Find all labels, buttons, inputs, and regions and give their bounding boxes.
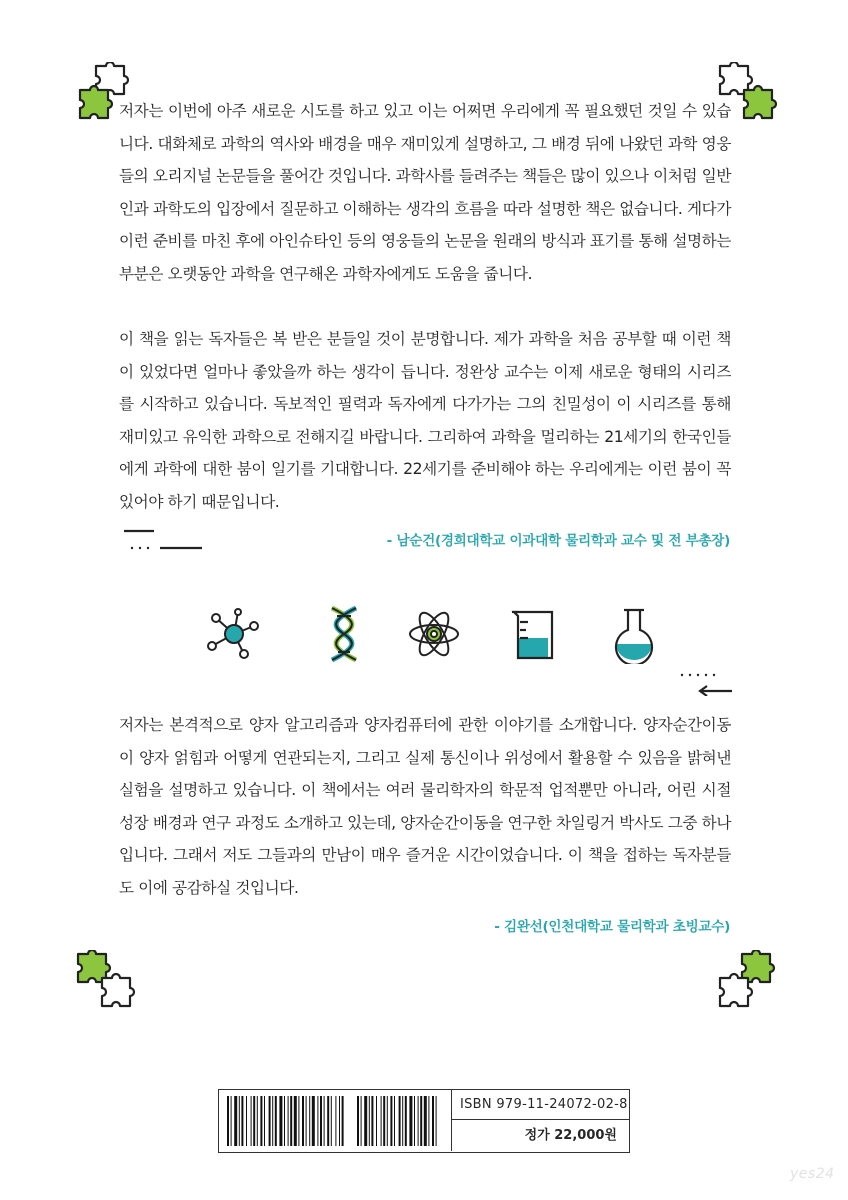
barcode-bar: [383, 1096, 385, 1146]
barcode-bar: [424, 1096, 427, 1146]
atom-icon: [406, 604, 462, 664]
barcode-bar: [290, 1096, 292, 1146]
barcode-bar: [361, 1096, 362, 1146]
barcode-bar: [390, 1096, 392, 1146]
barcode-bar: [418, 1096, 419, 1146]
barcode-bar: [309, 1096, 310, 1146]
barcode-bar: [257, 1096, 258, 1146]
flask-icon: [606, 604, 662, 664]
barcode-bar: [381, 1096, 382, 1146]
barcode-bar: [320, 1096, 322, 1146]
barcode-bar: [405, 1096, 407, 1146]
barcode-bar: [253, 1096, 255, 1146]
barcode-bar: [275, 1096, 277, 1146]
barcode-bar: [428, 1096, 429, 1146]
review-paragraph-1: 저자는 이번에 아주 새로운 시도를 하고 있고 이는 어쩌면 우리에게 꼭 필요했던 것일 수 있습니다. 대화체로 과학의 역사와 배경을 매우 재미있게 설명하고, 그 배경 뒤에 나왔던 과학 영웅들의 오리지널 논문들을 풀어간 것입니다. 과학사를 들려주는 책들은 많이 있으나 이처럼 일반인과 과학도의 입장에서 질문하고 이해하는 생각의 흐름을 따라 설명한 책은 없습니다. 게다가 이런 준비를 마친 후에 아인슈타인 등의 영웅들의 논문을 원래의 방식과 표기를 통해 설명하는 부분은 오랫동안 과학을 연구해온 과학자에게도 도움을 줍니다.: [119, 102, 731, 283]
barcode-bar: [302, 1096, 304, 1146]
barcode-bar: [227, 1096, 229, 1146]
barcode-bar: [246, 1096, 247, 1146]
barcode-bar: [234, 1096, 237, 1146]
barcode-bar: [420, 1096, 422, 1146]
barcode-bar: [394, 1096, 395, 1146]
barcode-bar: [357, 1096, 359, 1146]
price: 정가 22,000원: [451, 1120, 629, 1151]
barcode-bar: [436, 1096, 437, 1146]
barcode-bar: [241, 1096, 243, 1146]
barcode-bar: [402, 1096, 403, 1146]
barcode-bar: [364, 1096, 367, 1146]
attribution-2: - 김완선(인천대학교 물리학과 초빙교수): [494, 919, 730, 935]
decorative-arrow: [680, 672, 734, 696]
molecule-icon: [204, 604, 260, 664]
barcode-bar: [327, 1096, 329, 1146]
puzzle-icon: [716, 950, 780, 1014]
barcode-bar: [231, 1096, 232, 1146]
isbn-number: ISBN 979-11-24072-02-8: [451, 1090, 629, 1120]
decorative-lines: [122, 528, 204, 552]
barcode-bar: [335, 1096, 336, 1146]
barcode-bar: [324, 1096, 325, 1146]
barcode-bar: [432, 1096, 434, 1146]
barcode-bar: [284, 1096, 285, 1146]
barcode-bar: [306, 1096, 307, 1146]
barcode-bar: [288, 1096, 289, 1146]
review-paragraph-3: 저자는 본격적으로 양자 알고리즘과 양자컴퓨터에 관한 이야기를 소개합니다. 양자순간이동이 양자 얽힘과 어떻게 연관되는지, 그리고 실제 통신이나 위성에서 활용할 수 있음을 밝혀낸 실험을 설명하고 있습니다. 이 책에서는 여러 물리학자의 학문적 업적뿐만 아니라, 어린 시절 성장 배경과 연구 과정도 소개하고 있는데, 양자순간이동을 연구한 차일링거 박사도 그중 하나입니다. 그래서 저도 그들과의 만남이 매우 즐거운 시간이었습니다. 이 책을 접하는 독자분들도 이에 공감하실 것입니다.: [119, 716, 731, 897]
barcode-bar: [369, 1096, 370, 1146]
barcode-bar: [399, 1096, 401, 1146]
attribution-1: - 남순건(경희대학교 이과대학 물리학과 교수 및 전 부총장): [386, 533, 730, 549]
puzzle-icon: [74, 950, 138, 1014]
review-paragraph-2: 이 책을 읽는 독자들은 복 받은 분들일 것이 분명합니다. 제가 과학을 처음 공부할 때 이런 책이 있었다면 얼마나 좋았을까 하는 생각이 듭니다. 정완상 교수는 이제 새로운 형태의 시리즈를 시작하고 있습니다. 독보적인 필력과 독자에게 다가가는 그의 친밀성이 이 시리즈를 통해 재미있고 유익한 과학으로 전해지길 바랍니다. 그리하여 과학을 멀리하는 21세기의 한국인들에게 과학에 대한 붐이 일기를 기대합니다. 22세기를 준비해야 하는 우리에게는 이런 붐이 꼭 있어야 하기 때문입니다.: [119, 330, 731, 511]
barcode-bar: [260, 1096, 262, 1146]
beaker-icon: [506, 604, 562, 664]
barcode-bar: [371, 1096, 373, 1146]
dna-icon: [316, 604, 372, 664]
barcode-bar: [376, 1096, 377, 1146]
barcode-bar: [272, 1096, 273, 1146]
barcode-bar: [239, 1096, 240, 1146]
barcode-bar: [339, 1096, 340, 1146]
barcode-bar: [414, 1096, 415, 1146]
barcode-bar: [269, 1096, 271, 1146]
barcode-bar: [342, 1096, 344, 1146]
barcode-bar: [331, 1096, 332, 1146]
isbn-barcode-box: [218, 1089, 630, 1153]
barcode: [225, 1096, 441, 1146]
barcode-bar: [298, 1096, 299, 1146]
barcode-bar: [294, 1096, 297, 1146]
barcode-bar: [387, 1096, 388, 1146]
barcode-bar: [279, 1096, 282, 1146]
barcode-bar: [264, 1096, 265, 1146]
barcode-bar: [312, 1096, 315, 1146]
watermark: yes24: [790, 1166, 835, 1182]
barcode-bar: [317, 1096, 318, 1146]
barcode-bar: [251, 1096, 252, 1146]
barcode-bar: [409, 1096, 412, 1146]
